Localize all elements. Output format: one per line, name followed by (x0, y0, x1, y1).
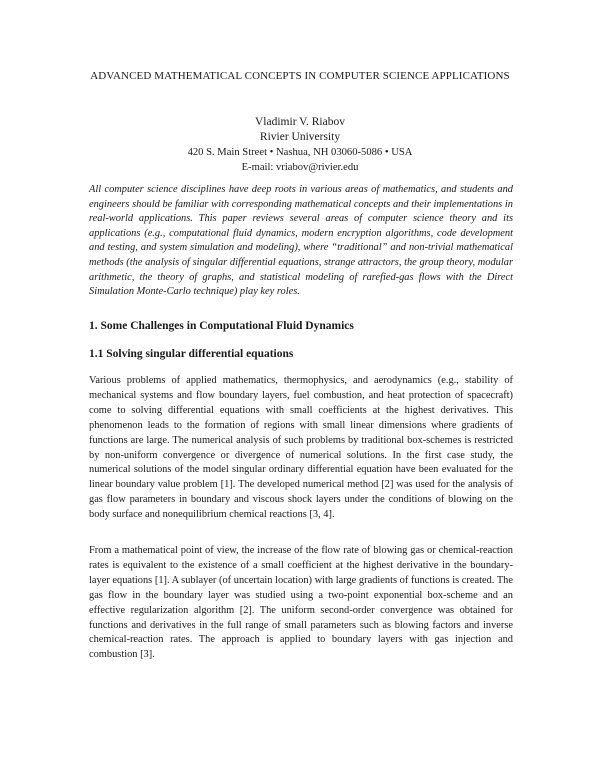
author-name: Vladimir V. Riabov (255, 116, 345, 128)
section-heading: 1. Some Challenges in Computational Fluid Dynamics (89, 320, 354, 332)
paper-title: ADVANCED MATHEMATICAL CONCEPTS IN COMPUTER SCIENCE APPLICATIONS (90, 70, 510, 82)
body-paragraph-2: From a mathematical point of view, the increase of the flow rate of blowing gas or chemical-reaction rates is equivalent to the existence of a small coefficient at the highest derivative in the boundary-layer equations [1]. A sublayer (of uncertain location) with large gradients of functions is created. The gas flow in the boundary layer was studied using a two-point exponential box-scheme and an effective regularization algorithm [2]. The uniform second-order convergence was obtained for functions and derivatives in the full range of small parameters such as blowing factors and inverse chemical-reaction rates. The approach is applied to boundary layers with gas injection and combustion [3]. (89, 545, 513, 661)
body-paragraph-1: Various problems of applied mathematics, thermophysics, and aerodynamics (e.g., stability of mechanical systems and flow boundary layers, fuel combustion, and heat protection of spacecraft) come to solving differential equations with small coefficients at the highest derivatives. This phenomenon leads to the formation of regions with small linear dimensions where gradients of functions are large. The numerical analysis of such problems by traditional box-schemes is restricted by non-uniform convergence or divergence of numerical solutions. In the first case study, the numerical solutions of the model singular ordinary differential equation have been evaluated for the linear boundary value problem [1]. The developed numerical method [2] was used for the analysis of gas flow parameters in boundary and viscous shock layers under the conditions of blowing on the body surface and nonequilibrium chemical reactions [3, 4]. (89, 375, 513, 521)
abstract: All computer science disciplines have deep roots in various areas of mathematics, and students and engineers should be familiar with corresponding mathematical concepts and their implementations in real-world applications. This paper reviews several areas of computer science theory and its applications (e.g., computational fluid dynamics, modern encryption algorithms, code development and testing, and system simulation and modeling), where “traditional” and non-trivial mathematical methods (the analysis of singular differential equations, strange attractors, the group theory, modular arithmetic, the theory of graphs, and statistical modeling of rarefied-gas flows with the Direct Simulation Monte-Carlo technique) play key roles. (89, 184, 513, 298)
author-email: E-mail: vriabov@rivier.edu (241, 162, 359, 173)
author-affiliation: Rivier University (259, 131, 341, 143)
author-address: 420 S. Main Street • Nashua, NH 03060-5086 • USA (187, 147, 413, 158)
subsection-heading: 1.1 Solving singular differential equations (89, 348, 294, 360)
